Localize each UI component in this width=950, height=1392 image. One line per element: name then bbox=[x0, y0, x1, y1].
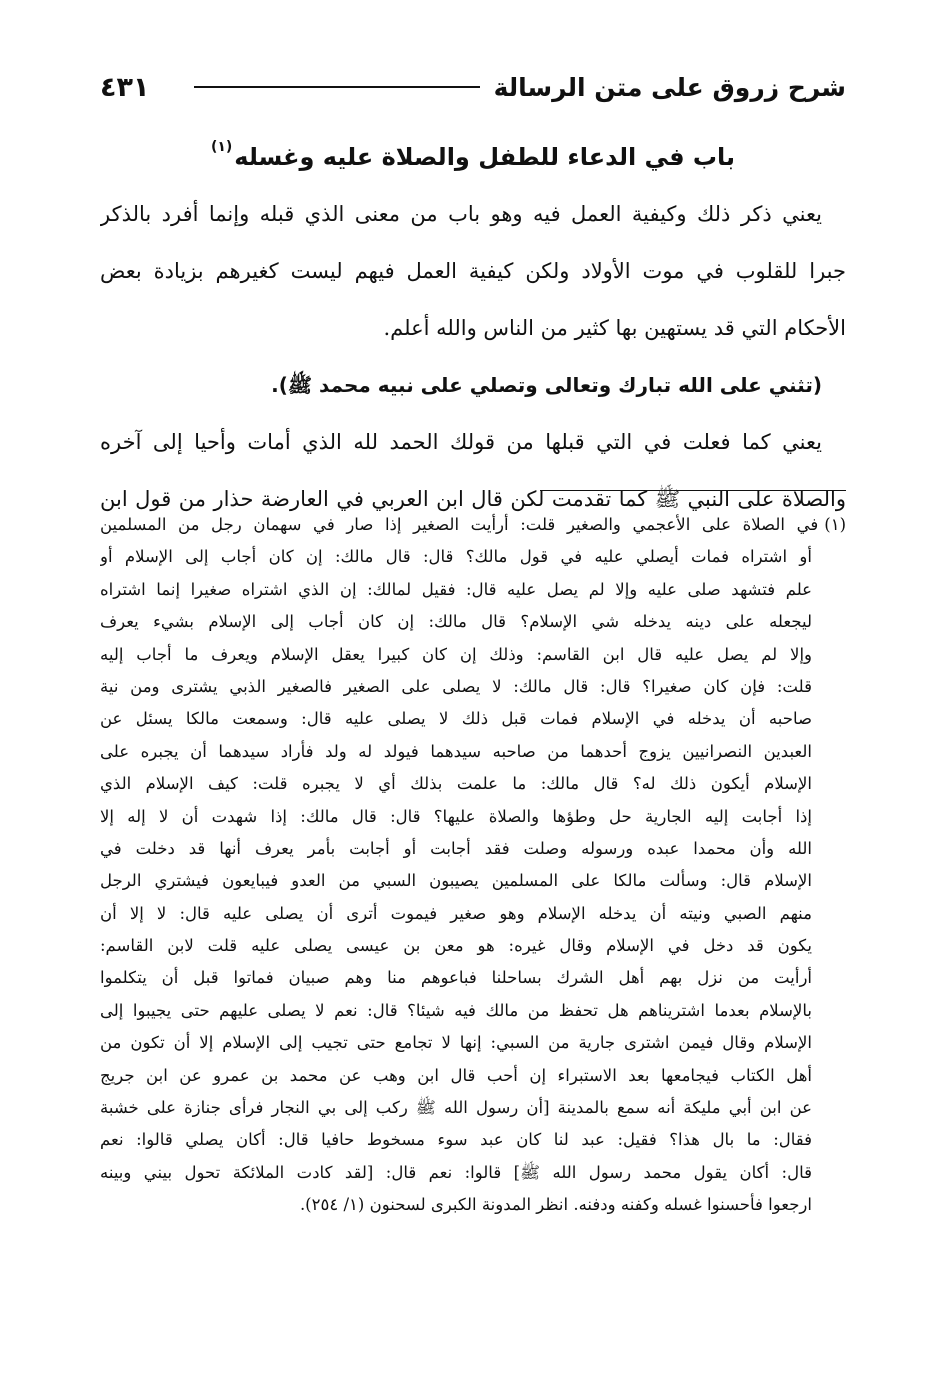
text-line: والصلاة على النبي ﷺ كما تقدمت لكن قال ابن العربي في العارضة حذار من قول ابن bbox=[100, 487, 846, 511]
footnote-line: الله وأن محمدا عبده ورسوله وصلت فقد أجابت أو أجابت بأمر يعرف أنها قد دخلت في bbox=[100, 838, 812, 858]
running-title: شرح زروق على متن الرسالة bbox=[493, 72, 846, 102]
footnote-line: الإسلام وقال فيمن اشترى جارية من السبي: إنها لا تجامع حتى تجيب إلى الإسلام إلا أن تكون من bbox=[100, 1033, 812, 1053]
footnote-line: عن ابن أبي مليكة أنه سمع بالمدينة [أن رسول الله ﷺ ركب إلى بي النجار فرأى جنازة على خشبة bbox=[100, 1098, 812, 1118]
footnote-reference: (١) bbox=[210, 139, 233, 155]
text-line: جبرا للقلوب في موت الأولاد ولكن كيفية العمل فيهم ليست كغيرهم بزيادة بعض bbox=[100, 259, 846, 283]
footnote-line: وإلا لم يصل عليه قال ابن القاسم: وذلك إن كان كبيرا يعقل الإسلام ويعرف ما أجاب إليه bbox=[100, 644, 812, 664]
footnote-line: إذا أجابت إليه الجارية حل وطؤها والصلاة عليها؟ قال: قال مالك: إذا شهدت أن لا إله إلا bbox=[100, 806, 812, 826]
text-line: الأحكام التي قد يستهين بها كثير من الناس والله أعلم. bbox=[383, 316, 846, 340]
footnote-line: ارجعوا فأحسنوا غسله وكفنه ودفنه. انظر المدونة الكبرى لسحنون (١/ ٢٥٤). bbox=[299, 1195, 812, 1215]
footnote-line: الإسلام قال: وسألت مالكا على المسلمين يصيبون السبي من العدو فيبايعون فيشتري الرجل bbox=[100, 871, 812, 891]
header-rule bbox=[194, 86, 480, 88]
quoted-matn-text: (تثني على الله تبارك وتعالى وتصلي على نبيه محمد ﷺ). bbox=[271, 373, 822, 397]
footnote-line: بالإسلام بعدما اشتريناهم هل تحفظ من مالك فيه شيئا؟ قال: نعم لا يصلى عليهم حتى يجيبوا إلى bbox=[100, 1000, 812, 1020]
page-header bbox=[100, 62, 846, 112]
text-line: يعني ذكر ذلك وكيفية العمل فيه وهو باب من معنى الذي قبله وإنما أفرد بالذكر bbox=[100, 202, 822, 226]
page-number: ٤٣١ bbox=[100, 71, 150, 103]
main-text bbox=[100, 118, 846, 528]
chapter-title bbox=[100, 118, 846, 186]
footnote-line-text: في الصلاة على الأعجمي والصغير قلت: أرأيت الصغير إذا صار في سهمان رجل من المسلمين bbox=[100, 515, 819, 534]
footnote-line bbox=[100, 509, 846, 541]
footnote-separator bbox=[540, 490, 846, 491]
footnote-line: فقال: ما بال هذا؟ فقيل: عبد لنا كان عبد سوء مسخوط حافيا قال: أكان يصلي قالوا: نعم bbox=[100, 1130, 812, 1150]
footnote-line: قال: أكان يقول محمد رسول الله ﷺ] قالوا: نعم قال: [لقد كادت الملائكة تحول بيني وبينه bbox=[100, 1162, 812, 1182]
footnote-line: منهم الصبي ونيته أن يدخله الإسلام وهو صغير فيموت أترى أن يصلى عليه قال: لا إلا أن bbox=[100, 903, 812, 923]
footnote bbox=[100, 509, 846, 1222]
footnote-line: أرأيت من نزل بهم أهل الشرك بساحلنا فباعوهم منا وهم صبيان فماتوا قبل أن يتكلموا bbox=[100, 968, 812, 988]
footnote-line: يكون قد دخل في الإسلام وقال غيره: هو معن بن عيسى يصلى عليه قلت لابن القاسم: bbox=[100, 936, 812, 956]
footnote-line: صاحبه أن يدخله في الإسلام فمات قبل ذلك لا يصلى عليه قال: وسمعت مالكا يسئل عن bbox=[100, 709, 812, 729]
footnote-line: قلت: فإن كان صغيرا؟ قال: قال مالك: لا يصلى على الصغير فالصغير الذبي يشترى ومن نية bbox=[100, 676, 812, 696]
paragraph bbox=[100, 186, 846, 357]
footnote-line: العبدين النصرانيين يزوج أحدهما من صاحبه سيدهما فيولد له ولد فأراد سيدهما أن يجبره على bbox=[100, 741, 812, 761]
footnote-marker: (١) bbox=[824, 515, 846, 534]
footnote-line: أو اشتراه فمات أيصلي عليه في قول مالك؟ قال: قال مالك: إن كان أجاب إلى الإسلام أو bbox=[100, 547, 812, 567]
chapter-title-text: باب في الدعاء للطفل والصلاة عليه وغسله bbox=[234, 143, 736, 171]
footnote-line: علم فتشهد صلى عليه وإلا لم يصل عليه قال: فقيل لمالك: إن الذي اشتراه صغيرا إنما اشتراه bbox=[100, 579, 812, 599]
text-line: يعني كما فعلت في التي قبلها من قولك الحمد لله الذي أمات وأحيا إلى آخره bbox=[100, 430, 822, 454]
footnote-line: أهل الكتاب فيجامعها بعد الاستبراء إن أحب قال ابن وهب عن محمد بن عمرو عن ابن جريج bbox=[100, 1065, 812, 1085]
footnote-line: ليجعله على دينه يدخله شي الإسلام؟ قال مالك: إن كان أجاب إلى الإسلام بشيء يعرف bbox=[100, 612, 812, 632]
footnote-line: الإسلام أيكون ذلك له؟ قال مالك: ما علمت بذلك أي لا يجبره قلت: كيف الإسلام الذي bbox=[100, 774, 812, 794]
